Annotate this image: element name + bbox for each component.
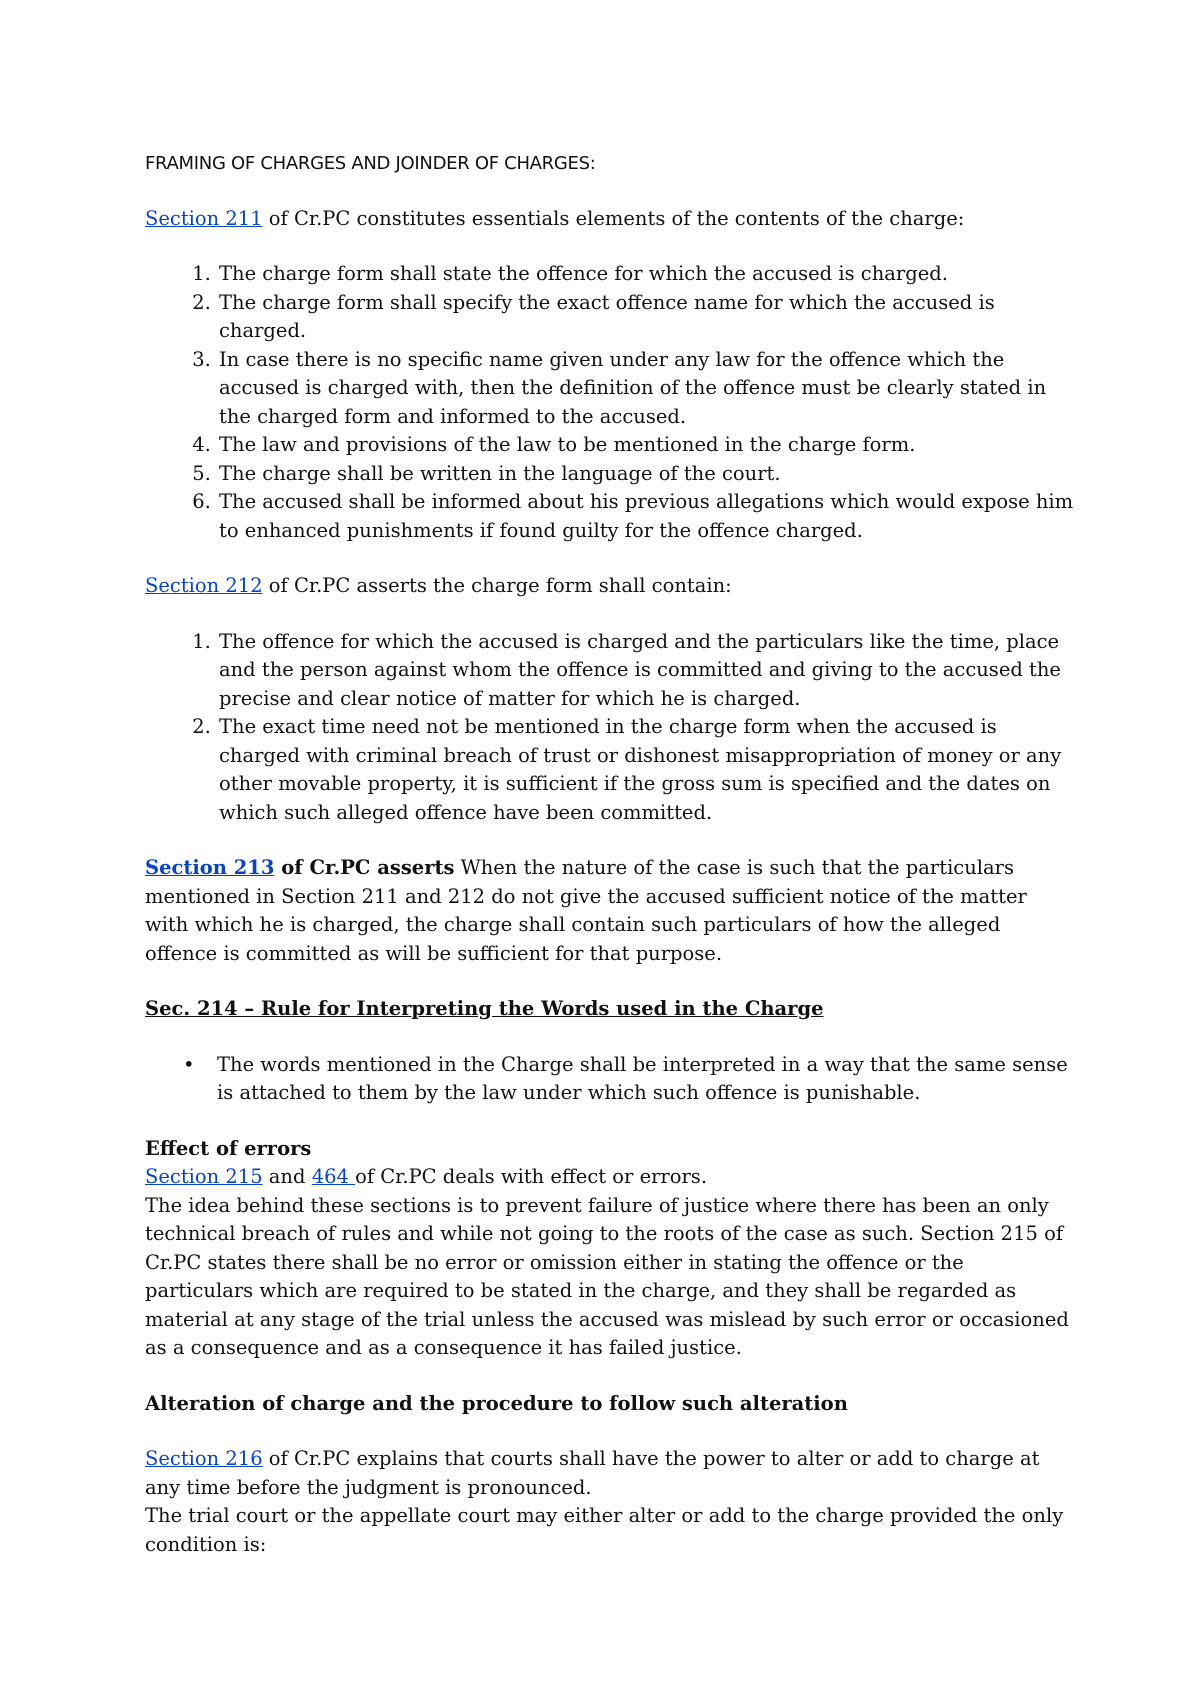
- effect-of-errors-intro-text: of Cr.PC deals with effect or errors.: [355, 1165, 708, 1188]
- section-211-item-6: 6. The accused shall be informed about his previous allegations which would expose him to enhanced punishments if found guilty for the offence charged.: [217, 488, 1075, 545]
- section-212-link[interactable]: Section 212: [145, 574, 263, 597]
- section-212-item-2: 2. The exact time need not be mentioned in the charge form when the accused is charged with criminal breach of trust or dishonest misappropriation of money or any other movable property, it is sufficient if the gross sum is specified and the dates on which such alleged offence have been committed.: [217, 713, 1075, 827]
- section-211-item-4: 4. The law and provisions of the law to be mentioned in the charge form.: [217, 431, 1075, 460]
- section-213-text: When the nature of the case is such that the particulars mentioned in Section 211 and 212 do not give the accused sufficient notice of the matter with which he is charged, the charge shall contain such particulars of how the alleged offence is committed as will be sufficient for that purpose.: [145, 856, 1027, 965]
- effect-of-errors-and: and: [262, 1165, 312, 1188]
- section-211-item-5: 5. The charge shall be written in the language of the court.: [217, 460, 1075, 489]
- section-212-item-1: 1. The offence for which the accused is charged and the particulars like the time, place and the person against whom the offence is committed and giving to the accused the precise and clear notice of matter for which he is charged.: [217, 628, 1075, 714]
- effect-of-errors-intro: [145, 1163, 1075, 1192]
- section-213-link[interactable]: Section 213: [145, 856, 275, 879]
- alteration-paragraph: The trial court or the appellate court may either alter or add to the charge provided the only condition is:: [145, 1504, 1064, 1556]
- section-211-intro: [145, 205, 1075, 234]
- section-211-item-2: 2. The charge form shall specify the exact offence name for which the accused is charged.: [217, 289, 1075, 346]
- section-216-paragraph: [145, 1445, 1075, 1502]
- alteration-heading: Alteration of charge and the procedure to follow such alteration: [145, 1391, 848, 1415]
- section-214-list: [145, 1051, 1075, 1108]
- section-211-item-3: 3. In case there is no specific name given under any law for the offence which the accused is charged with, then the definition of the offence must be clearly stated in the charged form and informed to the accused.: [217, 346, 1075, 432]
- document-body: [145, 150, 1075, 1559]
- effect-of-errors-heading: Effect of errors: [145, 1136, 312, 1160]
- section-214-heading: Sec. 214 – Rule for Interpreting the Words used in the Charge: [145, 997, 824, 1020]
- section-214-item-text: The words mentioned in the Charge shall be interpreted in a way that the same sense is attached to them by the law under which such offence is punishable.: [217, 1052, 1068, 1104]
- section-212-list: [145, 628, 1075, 828]
- section-215-link[interactable]: Section 215: [145, 1165, 263, 1188]
- section-212-intro: [145, 572, 1075, 601]
- section-213-bold-text: of Cr.PC asserts: [274, 856, 455, 879]
- section-213-paragraph: [145, 854, 1075, 968]
- document-title: FRAMING OF CHARGES AND JOINDER OF CHARGES:: [145, 153, 596, 174]
- section-211-item-1: 1. The charge form shall state the offence for which the accused is charged.: [217, 260, 1075, 289]
- section-212-text: of Cr.PC asserts the charge form shall contain:: [262, 574, 732, 597]
- section-464-link[interactable]: 464: [311, 1165, 356, 1188]
- section-216-link[interactable]: Section 216: [145, 1447, 263, 1470]
- section-211-link[interactable]: Section 211: [145, 206, 263, 230]
- bullet-icon: •: [183, 1052, 195, 1076]
- section-214-item-1: [183, 1051, 1075, 1108]
- section-211-list: [145, 260, 1075, 545]
- effect-of-errors-paragraph: The idea behind these sections is to prevent failure of justice where there has been an only technical breach of rules and while not going to the roots of the case as such. Section 215 of Cr.PC states there shall be no error or omission either in stating the offence or the particulars which are required to be stated in the charge, and they shall be regarded as material at any stage of the trial unless the accused was mislead by such error or occasioned as a consequence and as a consequence it has failed justice.: [145, 1193, 1069, 1359]
- section-211-text: of Cr.PC constitutes essentials elements of the contents of the charge:: [262, 206, 965, 230]
- section-216-text: of Cr.PC explains that courts shall have the power to alter or add to charge at any time before the judgment is pronounced.: [145, 1447, 1040, 1499]
